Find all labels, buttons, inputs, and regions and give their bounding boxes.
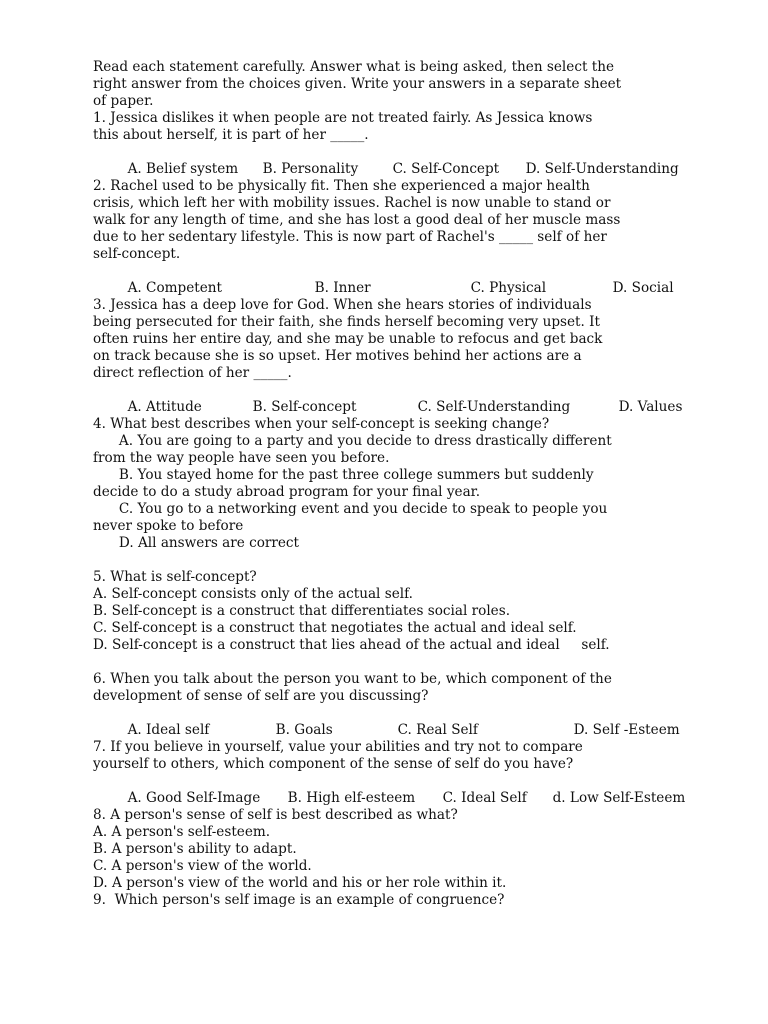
- option-a: A. Good Self-Image: [127, 790, 261, 806]
- option-a: A. Competent: [127, 280, 222, 296]
- option-c: C. Self-Concept: [392, 161, 500, 177]
- instructions-line: of paper.: [93, 93, 154, 109]
- question-9: [93, 892, 683, 909]
- question-stem: this about herself, it is part of her _____.: [93, 127, 369, 143]
- option-c: C. Self-Understanding: [417, 399, 571, 415]
- answer-line: A. Self-concept consists only of the actual self.: [93, 586, 413, 602]
- instructions: [93, 59, 683, 110]
- answer-line: C. A person's view of the world.: [93, 858, 312, 874]
- question-stem: 5. What is self-concept?: [93, 569, 257, 585]
- question-stem: on track because she is so upset. Her motives behind her actions are a: [93, 348, 582, 364]
- answer-options: [93, 773, 686, 806]
- option-d: D. Social: [612, 280, 674, 296]
- option-d: D. Self -Esteem: [573, 722, 680, 738]
- option-c: C. Physical: [470, 280, 547, 296]
- question-4: [93, 416, 683, 552]
- answer-line: decide to do a study abroad program for your final year.: [93, 484, 481, 500]
- option-a: A. Ideal self: [127, 722, 210, 738]
- option-d: D. Values: [618, 399, 683, 415]
- question-stem: due to her sedentary lifestyle. This is now part of Rachel's _____ self of her: [93, 229, 607, 245]
- answer-line: C. You go to a networking event and you decide to speak to people you: [93, 501, 608, 517]
- question-stem: walk for any length of time, and she has lost a good deal of her muscle mass: [93, 212, 621, 228]
- answer-options: [93, 144, 683, 177]
- question-stem: 4. What best describes when your self-concept is seeking change?: [93, 416, 550, 432]
- question-7: [93, 739, 686, 806]
- answer-options: [93, 705, 683, 738]
- question-6: [93, 671, 683, 738]
- question-8: [93, 807, 683, 892]
- answer-line: A. You are going to a party and you decide to dress drastically different: [93, 433, 612, 449]
- answer-options: [93, 263, 683, 296]
- question-stem: 9. Which person's self image is an example of congruence?: [93, 892, 505, 908]
- question-stem: often ruins her entire day, and she may be unable to refocus and get back: [93, 331, 603, 347]
- worksheet-content: [93, 59, 686, 909]
- question-stem: 1. Jessica dislikes it when people are not treated fairly. As Jessica knows: [93, 110, 593, 126]
- option-b: B. Goals: [275, 722, 333, 738]
- answer-line: B. Self-concept is a construct that differentiates social roles.: [93, 603, 511, 619]
- answer-line: B. A person's ability to adapt.: [93, 841, 297, 857]
- question-2: [93, 178, 683, 296]
- instructions-line: right answer from the choices given. Write your answers in a separate sheet: [93, 76, 622, 92]
- answer-line: C. Self-concept is a construct that negotiates the actual and ideal self.: [93, 620, 577, 636]
- question-stem: 8. A person's sense of self is best described as what?: [93, 807, 458, 823]
- answer-line: D. A person's view of the world and his or her role within it.: [93, 875, 507, 891]
- question-stem: being persecuted for their faith, she finds herself becoming very upset. It: [93, 314, 600, 330]
- option-b: B. Personality: [262, 161, 359, 177]
- answer-line: from the way people have seen you before.: [93, 450, 390, 466]
- option-c: C. Real Self: [397, 722, 478, 738]
- option-a: A. Belief system: [127, 161, 239, 177]
- question-stem: direct reflection of her _____.: [93, 365, 292, 381]
- answer-line: never spoke to before: [93, 518, 244, 534]
- option-b: B. Self-concept: [252, 399, 357, 415]
- option-d: d. Low Self-Esteem: [552, 790, 686, 806]
- instructions-line: Read each statement carefully. Answer what is being asked, then select the: [93, 59, 614, 75]
- option-a: A. Attitude: [127, 399, 202, 415]
- option-b: B. Inner: [314, 280, 371, 296]
- answer-options: [93, 382, 683, 415]
- answer-line: D. Self-concept is a construct that lies ahead of the actual and ideal self.: [93, 637, 610, 653]
- question-stem: crisis, which left her with mobility issues. Rachel is now unable to stand or: [93, 195, 611, 211]
- answer-line: B. You stayed home for the past three college summers but suddenly: [93, 467, 594, 483]
- question-1: [93, 110, 683, 177]
- question-5: [93, 569, 683, 654]
- question-stem: 3. Jessica has a deep love for God. When she hears stories of individuals: [93, 297, 592, 313]
- option-b: B. High elf-esteem: [287, 790, 416, 806]
- question-stem: development of sense of self are you discussing?: [93, 688, 429, 704]
- question-3: [93, 297, 683, 415]
- question-stem: 2. Rachel used to be physically fit. Then she experienced a major health: [93, 178, 590, 194]
- question-stem: yourself to others, which component of the sense of self do you have?: [93, 756, 574, 772]
- option-d: D. Self-Understanding: [525, 161, 679, 177]
- question-stem: 6. When you talk about the person you want to be, which component of the: [93, 671, 612, 687]
- question-stem: 7. If you believe in yourself, value your abilities and try not to compare: [93, 739, 583, 755]
- answer-line: A. A person's self-esteem.: [93, 824, 271, 840]
- question-stem: self-concept.: [93, 246, 181, 262]
- answer-line: D. All answers are correct: [93, 535, 300, 551]
- option-c: C. Ideal Self: [442, 790, 527, 806]
